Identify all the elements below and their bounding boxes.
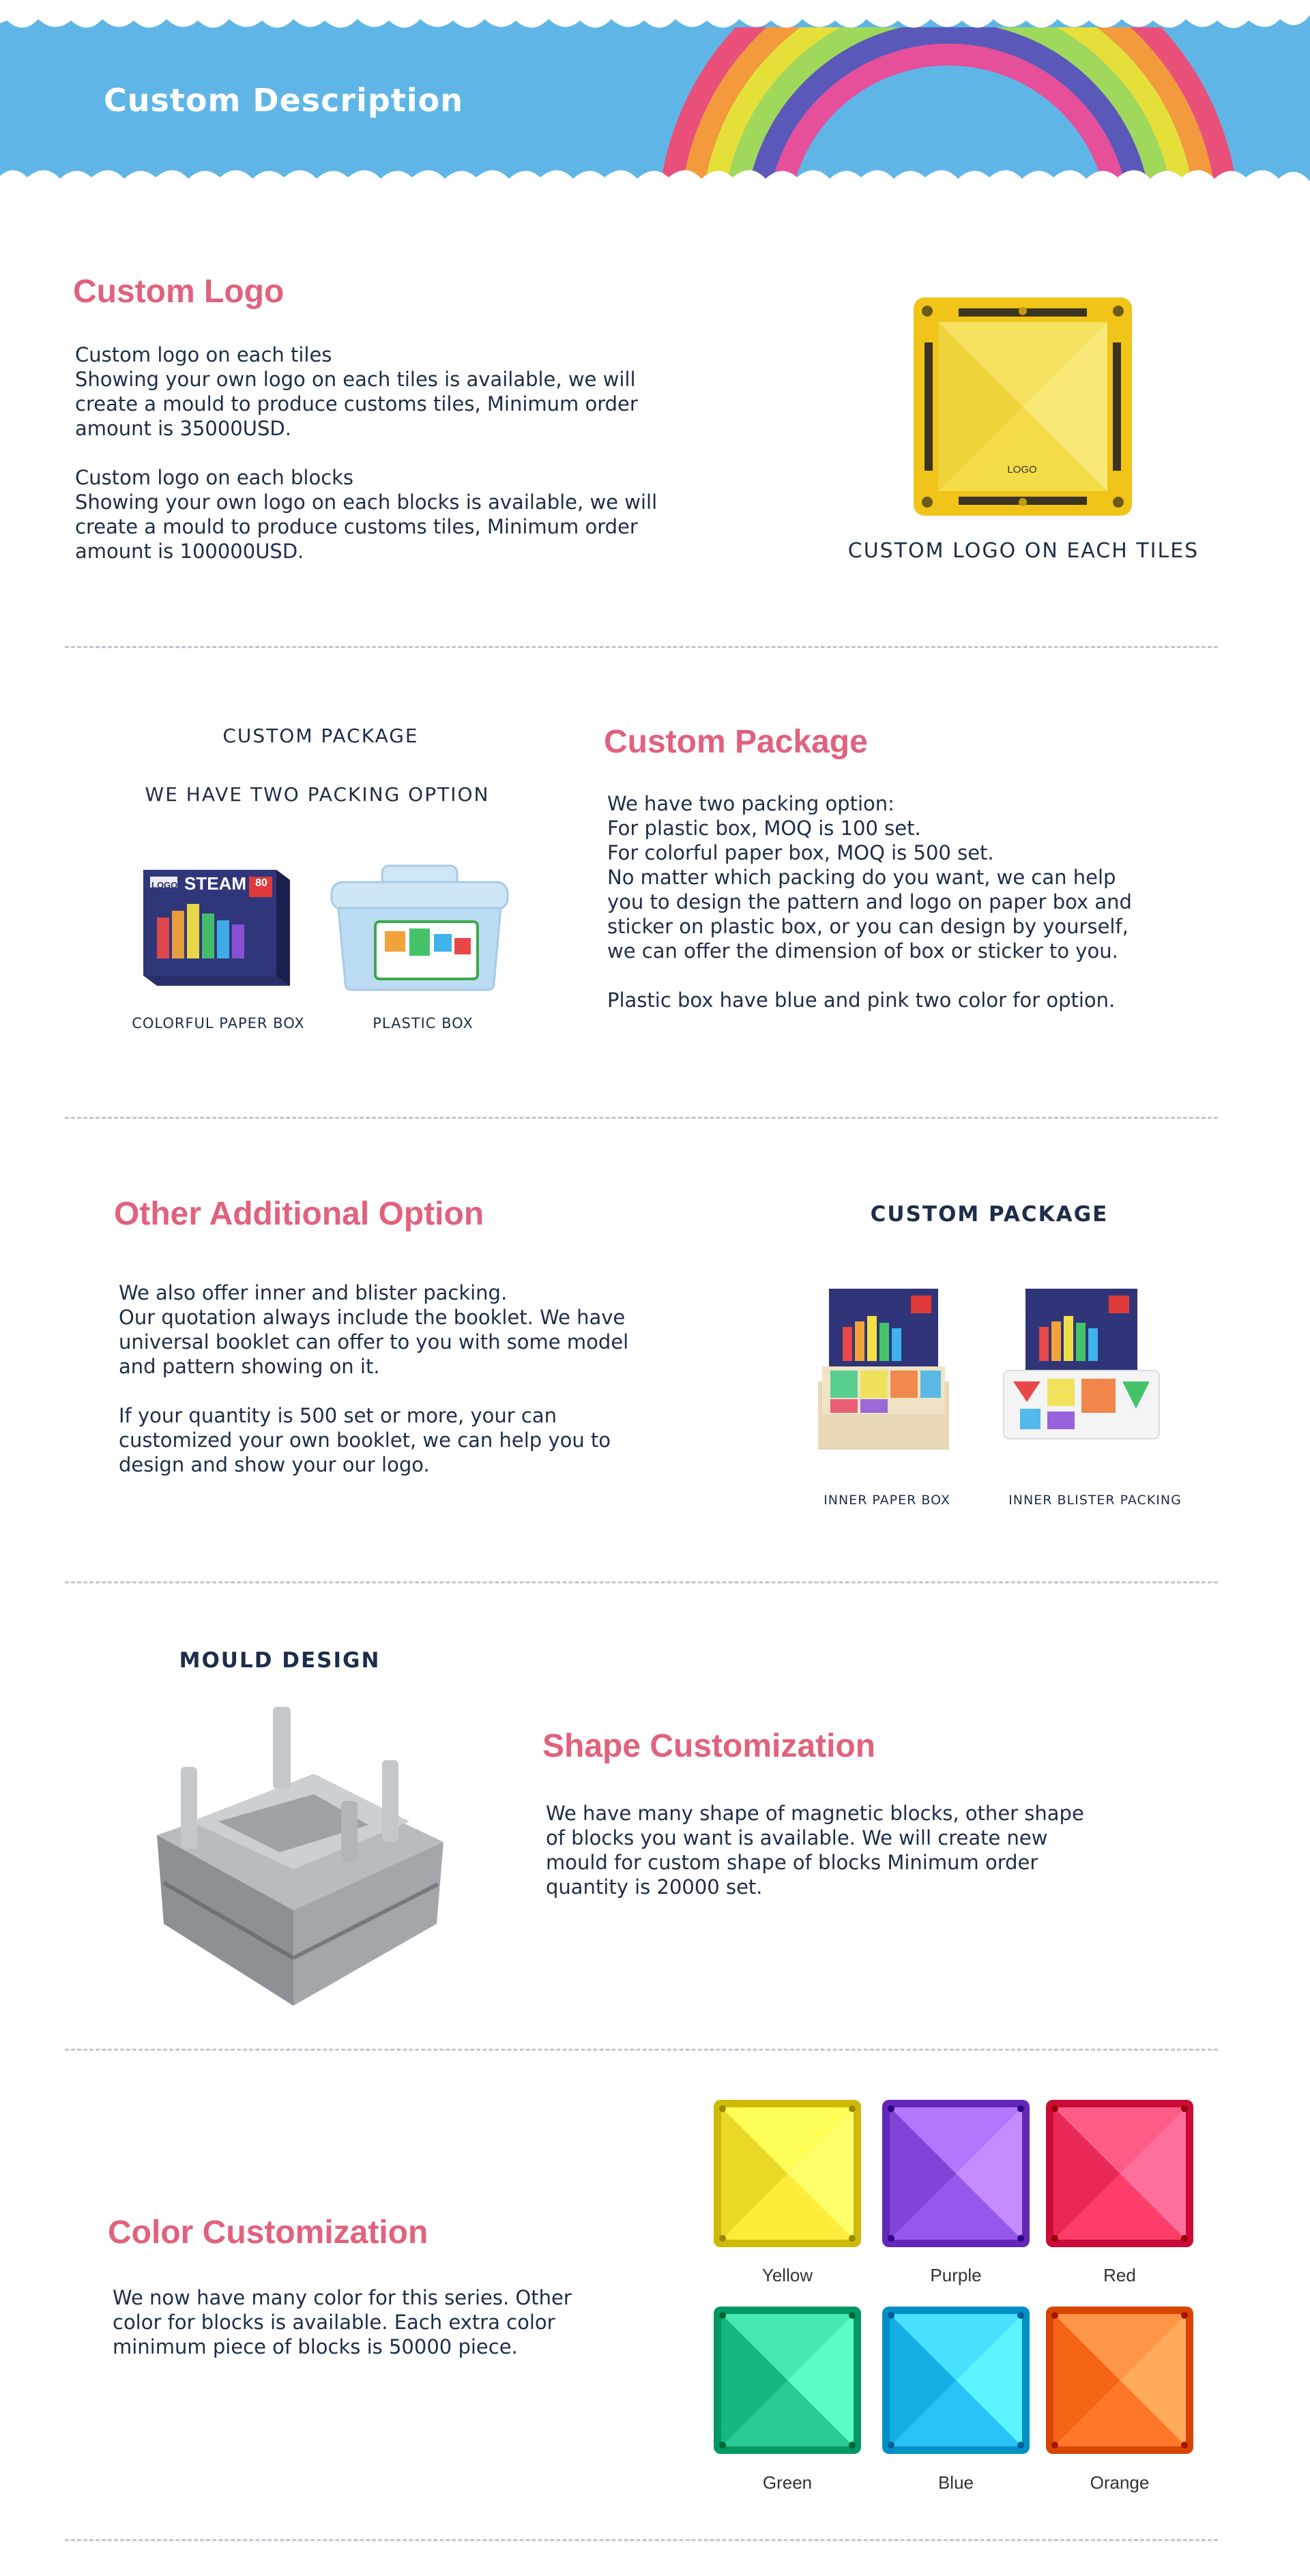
swatch-tile-green: [712, 2304, 863, 2456]
plastic-box-image: [328, 863, 512, 993]
swatch-label-purple: Purple: [930, 2265, 982, 2285]
inner-paper-box-label: INNER PAPER BOX: [824, 1493, 950, 1508]
packing-option-subcaption: WE HAVE TWO PACKING OPTION: [145, 783, 490, 806]
swatch-label-green: Green: [762, 2472, 813, 2493]
section-divider: [65, 1117, 1218, 1119]
swatch-tile-purple: [880, 2098, 1032, 2249]
swatch-tile-blue: [880, 2304, 1032, 2456]
section-divider: [65, 1581, 1218, 1583]
header-banner: [0, 0, 1310, 198]
tile-logo-text: LOGO: [1007, 464, 1037, 475]
other-option-right-caption: CUSTOM PACKAGE: [870, 1202, 1109, 1227]
page-title: Custom Description: [104, 82, 463, 119]
shape-customization-title: Shape Customization: [542, 1728, 876, 1764]
color-customization-title: Color Customization: [108, 2214, 428, 2251]
inner-blister-label: INNER BLISTER PACKING: [1008, 1493, 1182, 1508]
section-divider: [65, 2049, 1218, 2051]
custom-package-left-caption: CUSTOM PACKAGE: [222, 724, 419, 747]
custom-logo-title: Custom Logo: [73, 274, 285, 310]
section-divider: [65, 2539, 1218, 2541]
box-logo-text: LOGO: [151, 880, 178, 890]
inner-blister-packing-image: [1000, 1286, 1163, 1457]
box-count-text: 80: [255, 877, 267, 889]
custom-package-text: We have two packing option: For plastic box, MOQ is 100 set. For colorful paper box, MOQ is 500 set. No matter which packing do you want, we can help you to design the pattern and logo on paper box and sticker on plastic box, or you can design by yourself, we can offer the dimension of box or sticker to you. Plastic box have blue and pink two color for option.: [607, 792, 1132, 1012]
color-customization-text: We now have many color for this series. Other color for blocks is available. Each extra color minimum piece of blocks is 50000 piece.: [113, 2286, 572, 2358]
mould-design-caption: MOULD DESIGN: [179, 1648, 381, 1673]
cloud-border-top: [0, 0, 1310, 41]
swatch-label-orange: Orange: [1090, 2472, 1150, 2493]
custom-logo-text: Custom logo on each tiles Showing your own logo on each tiles is available, we will create a mould to produce customs tiles, Minimum order amount is 35000USD. Custom logo on each blocks Showing your own logo on each blocks is available, we will create a mould to produce customs tiles, Minimum order amount is 100000USD.: [75, 343, 658, 563]
yellow-logo-tile-image: [911, 295, 1135, 518]
other-option-title: Other Additional Option: [114, 1196, 484, 1232]
paper-box-label: COLORFUL PAPER BOX: [132, 1015, 305, 1031]
swatch-tile-yellow: [712, 2098, 863, 2249]
swatch-label-red: Red: [1103, 2265, 1136, 2285]
plastic-box-label: PLASTIC BOX: [373, 1015, 474, 1031]
inner-paper-box-image: [815, 1286, 952, 1457]
other-option-text: We also offer inner and blister packing. Our quotation always include the booklet. We have universal booklet can offer to you with some model and pattern showing on it. If your quantity is 500 set or more, your can customized your own booklet, we can help you to design and show your our logo.: [119, 1281, 629, 1476]
swatch-tile-orange: [1044, 2304, 1195, 2456]
swatch-tile-red: [1044, 2098, 1195, 2249]
section-divider: [65, 646, 1218, 648]
cloud-border-bottom: [0, 157, 1310, 198]
mould-image: [143, 1706, 457, 2012]
custom-package-title: Custom Package: [604, 724, 868, 760]
swatch-label-blue: Blue: [937, 2472, 974, 2493]
shape-customization-text: We have many shape of magnetic blocks, other shape of blocks you want is available. We will create new mould for custom shape of blocks Minimum order quantity is 20000 set.: [546, 1802, 1084, 1899]
custom-logo-caption: CUSTOM LOGO ON EACH TILES: [847, 539, 1199, 563]
box-brand-text: STEAM: [184, 873, 246, 894]
swatch-label-yellow: Yellow: [761, 2265, 813, 2285]
